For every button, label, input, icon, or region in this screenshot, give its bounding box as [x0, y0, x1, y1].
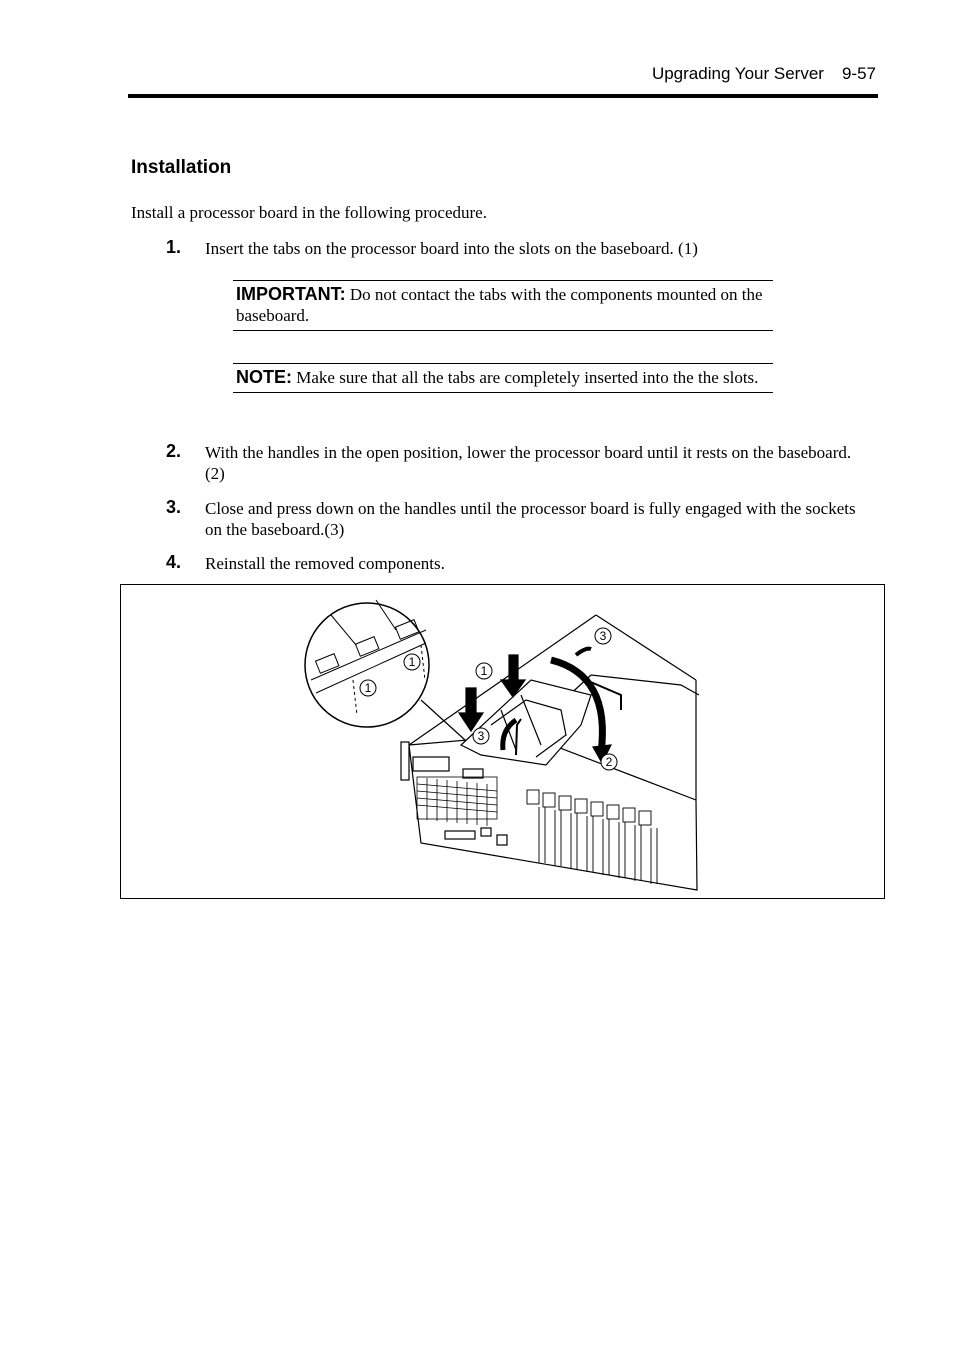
step-number: 2.: [166, 441, 182, 461]
header-section-title: Upgrading Your Server: [651, 64, 824, 83]
callout-2: 2: [605, 755, 613, 769]
section-heading: Installation: [131, 157, 232, 178]
callout-3a: 3: [599, 629, 607, 643]
step-number: 1.: [166, 237, 182, 257]
server-illustration: [121, 585, 886, 900]
important-label: IMPORTANT:: [236, 284, 346, 304]
intro-text: Install a processor board in the following procedure.: [131, 203, 487, 222]
note-box: [233, 363, 773, 393]
installation-figure: [120, 584, 885, 899]
important-text: Do not contact the tabs with the components mounted on the baseboard.: [236, 285, 763, 325]
important-box: [233, 280, 773, 331]
step-number: 3.: [166, 497, 182, 517]
header-rule: [128, 94, 878, 98]
step-text: Close and press down on the handles until the processor board is fully engaged with the sockets on the baseboard.(3): [205, 499, 856, 539]
callout-1b: 1: [408, 655, 416, 669]
header-page-number: 9-57: [841, 64, 876, 83]
step-number: 4.: [166, 552, 182, 572]
step-text: With the handles in the open position, lower the processor board until it rests on the baseboard.(2): [205, 443, 852, 483]
callout-1c: 1: [480, 664, 488, 678]
note-label: NOTE:: [236, 367, 292, 387]
step-text: Insert the tabs on the processor board into the slots on the baseboard. (1): [205, 239, 698, 258]
step-text: Reinstall the removed components.: [205, 554, 445, 573]
page-header: [0, 64, 876, 84]
callout-1a: 1: [364, 681, 372, 695]
callout-3b: 3: [477, 729, 485, 743]
note-text: Make sure that all the tabs are completely inserted into the the slots.: [296, 368, 759, 387]
